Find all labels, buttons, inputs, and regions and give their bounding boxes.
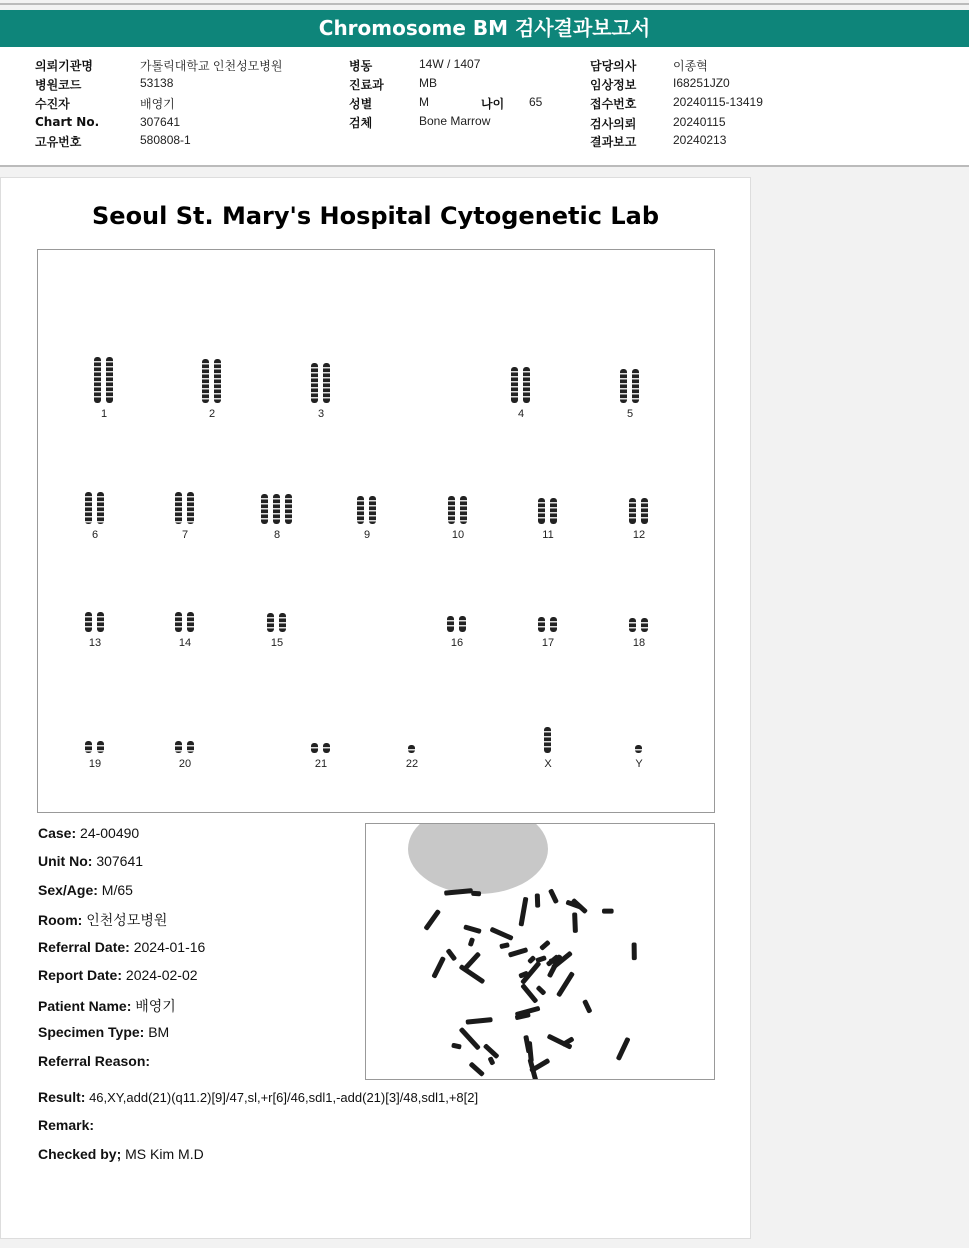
metaphase-chromosome (459, 1027, 481, 1051)
chromosome-19 (83, 741, 107, 753)
chromosome-17 (536, 617, 560, 632)
info-label: 의뢰기관명 (35, 59, 93, 73)
chromosome-label: 13 (88, 637, 102, 649)
field-value: 24-00490 (76, 825, 140, 841)
info-label: 검체 (349, 116, 373, 130)
report-field (38, 1024, 169, 1040)
chromosome-1 (92, 357, 116, 403)
chromosome-label: 20 (178, 758, 192, 770)
karyogram (37, 249, 715, 813)
metaphase-chromosome (431, 956, 446, 979)
chromosome-label: 10 (451, 529, 465, 541)
chromosome-X (542, 727, 554, 753)
field-value: 인천성모병원 (82, 912, 168, 928)
chromosome-11 (536, 498, 560, 524)
report-field (38, 882, 133, 898)
field-value: 46,XY,add(21)(q11.2)[9]/47,sl,+r[6]/46,sdl1,-add(21)[3]/48,sdl1,+8[2] (85, 1090, 479, 1105)
metaphase-chromosome (520, 983, 538, 1004)
patient-info-panel (0, 47, 969, 167)
chromosome-label: 7 (181, 529, 189, 541)
chromosome-label: 8 (273, 529, 281, 541)
field-label: Room: (38, 912, 83, 928)
chromosome-label: 1 (100, 408, 108, 420)
metaphase-chromosome (463, 924, 482, 934)
info-label: 고유번호 (35, 135, 82, 149)
chromosome-label: 12 (632, 529, 646, 541)
field-label: Case: (38, 825, 77, 841)
metaphase-chromosome (508, 947, 528, 958)
info-value: 이종혁 (673, 59, 708, 73)
metaphase-chromosome (632, 942, 637, 960)
chromosome-7 (173, 492, 197, 524)
info-value: 307641 (140, 115, 181, 129)
metaphase-svg (366, 824, 714, 1079)
metaphase-chromosome (471, 891, 481, 897)
chromosome-label: Y (635, 758, 643, 770)
report-field (38, 967, 198, 983)
metaphase-chromosome (489, 927, 513, 941)
chromosome-label: 9 (363, 529, 371, 541)
report-field (38, 853, 143, 869)
chromosome-label: X (544, 758, 552, 770)
info-value: I68251JZ0 (673, 76, 730, 90)
info-value: Bone Marrow (419, 114, 491, 128)
field-value: 307641 (92, 853, 144, 869)
report-field (38, 1146, 204, 1162)
chromosome-label: 15 (270, 637, 284, 649)
metaphase-chromosome (466, 1017, 493, 1025)
report-field (38, 1089, 478, 1105)
chromosome-4 (509, 367, 533, 403)
info-label: 성별 (349, 97, 373, 111)
chromosome-label: 3 (317, 408, 325, 420)
metaphase-chromosome (483, 1043, 500, 1059)
field-label: Referral Reason: (38, 1053, 151, 1069)
chromosome-10 (446, 496, 470, 524)
chromosome-label: 14 (178, 637, 192, 649)
chromosome-label: 18 (632, 637, 646, 649)
field-value: 배영기 (131, 998, 176, 1014)
top-border (0, 3, 969, 5)
metaphase-image (365, 823, 715, 1080)
info-value: 580808-1 (140, 133, 191, 147)
chromosome-label: 17 (541, 637, 555, 649)
info-label: 수진자 (35, 97, 70, 111)
chromosome-21 (309, 743, 333, 753)
info-label: 진료과 (349, 78, 384, 92)
metaphase-chromosome (536, 985, 547, 996)
field-value: MS Kim M.D (121, 1146, 204, 1162)
chromosome-3 (309, 363, 333, 403)
metaphase-chromosome (518, 897, 528, 927)
field-label: Remark: (38, 1117, 95, 1133)
chromosome-label: 2 (208, 408, 216, 420)
chromosome-8 (259, 494, 295, 524)
chromosome-label: 16 (450, 637, 464, 649)
report-field (38, 825, 139, 841)
report-field (38, 939, 205, 955)
nucleus-blob (408, 824, 548, 894)
metaphase-chromosome (487, 1056, 495, 1066)
info-label: 임상정보 (590, 78, 637, 92)
chromosome-Y (633, 745, 645, 753)
metaphase-chromosome (539, 940, 551, 951)
info-value: 가톨릭대학교 인천성모병원 (140, 59, 283, 73)
report-field (38, 996, 176, 1016)
info-value: 14W / 1407 (419, 57, 481, 71)
info-value: 20240213 (673, 133, 727, 147)
chromosome-6 (83, 492, 107, 524)
chromosome-22 (406, 745, 418, 753)
info-label: Chart No. (35, 115, 100, 129)
field-label: Checked by; (38, 1146, 122, 1162)
chromosome-20 (173, 741, 197, 753)
info-label: 검사의뢰 (590, 117, 637, 131)
field-label: Report Date: (38, 967, 123, 983)
report-header: Chromosome BM 검사결과보고서 (0, 10, 969, 47)
info-value: 20240115-13419 (673, 95, 763, 109)
info-label: 담당의사 (590, 59, 637, 73)
metaphase-chromosome (499, 942, 510, 949)
lab-title: Seoul St. Mary's Hospital Cytogenetic Lab (92, 202, 659, 230)
metaphase-chromosome (572, 912, 578, 933)
field-label: Specimen Type: (38, 1024, 145, 1040)
chromosome-9 (355, 496, 379, 524)
chromosome-label: 6 (91, 529, 99, 541)
chromosome-label: 11 (542, 529, 554, 541)
chromosome-16 (445, 616, 469, 632)
info-label: 결과보고 (590, 135, 637, 149)
metaphase-chromosome (602, 909, 614, 914)
metaphase-chromosome (462, 951, 481, 971)
field-label: Patient Name: (38, 998, 132, 1014)
metaphase-chromosome (616, 1037, 631, 1061)
field-label: Sex/Age: (38, 882, 98, 898)
chromosome-label: 19 (88, 758, 102, 770)
field-value: 2024-02-02 (122, 967, 198, 983)
chromosome-label: 21 (314, 758, 328, 770)
chromosome-2 (200, 359, 224, 403)
metaphase-chromosome (527, 955, 536, 964)
info-value: MB (419, 76, 437, 90)
info-value: 20240115 (673, 115, 726, 129)
chromosome-13 (83, 612, 107, 632)
info-value: 53138 (140, 76, 174, 90)
metaphase-chromosome (451, 1043, 462, 1050)
info-value: M (419, 95, 429, 109)
metaphase-chromosome (582, 999, 592, 1014)
metaphase-chromosome (459, 964, 486, 984)
field-value: M/65 (97, 882, 133, 898)
chromosome-15 (265, 613, 289, 632)
metaphase-chromosome (445, 948, 457, 961)
chromosome-14 (173, 612, 197, 632)
chromosome-12 (627, 498, 651, 524)
field-label: Result: (38, 1089, 86, 1105)
info-label: 병원코드 (35, 78, 82, 92)
info-label: 접수번호 (590, 97, 637, 111)
field-label: Referral Date: (38, 939, 130, 955)
chromosome-label: 22 (405, 758, 419, 770)
metaphase-chromosome (556, 971, 575, 997)
field-value: BM (144, 1024, 170, 1040)
metaphase-chromosome (468, 1061, 485, 1077)
report-field (38, 1053, 150, 1069)
chromosome-5 (618, 369, 642, 403)
chromosome-label: 4 (517, 408, 525, 420)
info-label: 나이 (481, 97, 505, 111)
chromosome-18 (627, 618, 651, 632)
field-value: 2024-01-16 (129, 939, 206, 955)
info-value: 65 (529, 95, 543, 109)
metaphase-chromosome (535, 893, 541, 907)
field-label: Unit No: (38, 853, 93, 869)
metaphase-chromosome (468, 937, 475, 947)
chromosome-label: 5 (626, 408, 634, 420)
metaphase-chromosome (548, 888, 559, 904)
metaphase-chromosome (423, 909, 441, 931)
info-value: 배영기 (140, 97, 175, 111)
info-label: 병동 (349, 59, 373, 73)
karyotype-report (0, 177, 751, 1239)
report-field (38, 910, 167, 930)
report-field (38, 1117, 94, 1133)
